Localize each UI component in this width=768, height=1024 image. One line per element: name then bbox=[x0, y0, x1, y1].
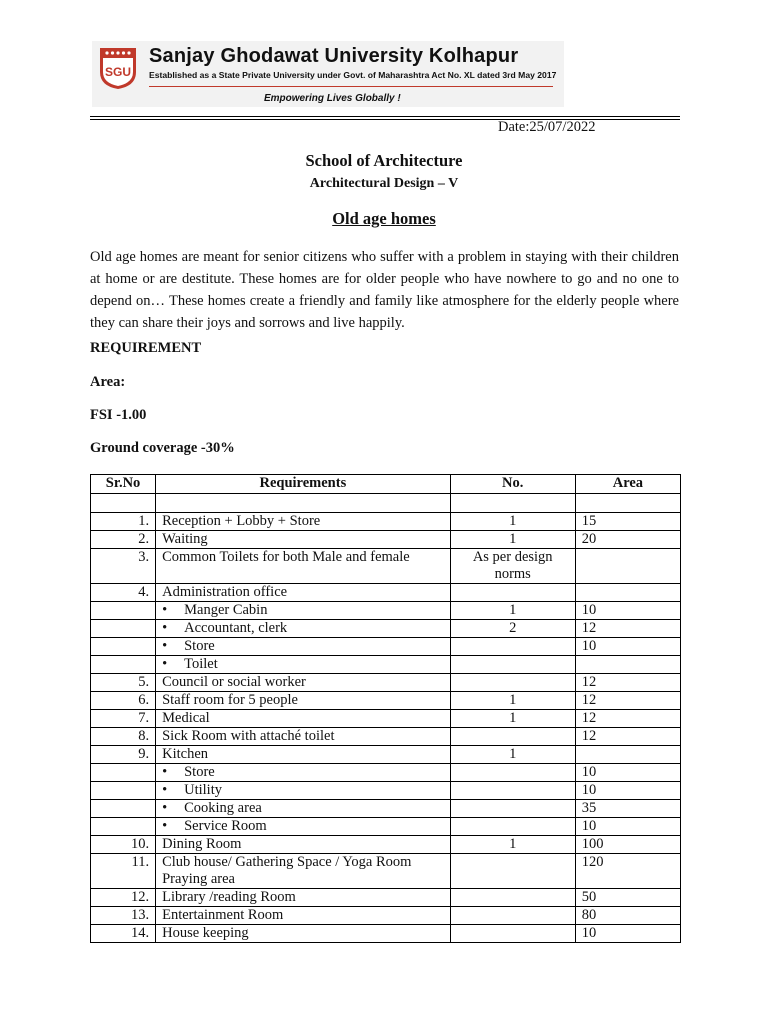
table-row bbox=[91, 782, 681, 800]
cell-requirement: Library /reading Room bbox=[156, 889, 450, 907]
cell-requirement: Sick Room with attaché toilet bbox=[156, 728, 450, 746]
cell-area: 35 bbox=[575, 800, 680, 818]
fsi-label: FSI -1.00 bbox=[90, 407, 147, 423]
cell-requirement bbox=[156, 494, 450, 513]
cell-no bbox=[450, 674, 575, 692]
table-row bbox=[91, 854, 681, 889]
cell-no bbox=[450, 800, 575, 818]
cell-requirement: Medical bbox=[156, 710, 450, 728]
cell-srno bbox=[91, 764, 156, 782]
table-row bbox=[91, 638, 681, 656]
cell-requirement-bullet: • Accountant, clerk bbox=[156, 620, 450, 638]
cell-srno bbox=[91, 800, 156, 818]
cell-no: 1 bbox=[450, 710, 575, 728]
sgu-badge-icon bbox=[98, 46, 138, 90]
cell-srno bbox=[91, 602, 156, 620]
cell-area: 20 bbox=[575, 531, 680, 549]
header-rule-top bbox=[90, 116, 680, 117]
area-label: Area: bbox=[90, 374, 126, 390]
banner-divider bbox=[149, 86, 553, 87]
cell-no: 1 bbox=[450, 746, 575, 764]
cell-srno: 14. bbox=[91, 925, 156, 943]
cell-area: 12 bbox=[575, 710, 680, 728]
header-requirements: Requirements bbox=[156, 475, 450, 494]
table-row bbox=[91, 764, 681, 782]
cell-area: 15 bbox=[575, 513, 680, 531]
cell-area: 120 bbox=[575, 854, 680, 889]
table-row bbox=[91, 656, 681, 674]
table-row bbox=[91, 674, 681, 692]
cell-area: 100 bbox=[575, 836, 680, 854]
cell-no bbox=[450, 494, 575, 513]
university-tagline: Empowering Lives Globally ! bbox=[264, 93, 401, 104]
cell-srno bbox=[91, 782, 156, 800]
cell-area: 12 bbox=[575, 620, 680, 638]
cell-area: 10 bbox=[575, 638, 680, 656]
cell-requirement: Reception + Lobby + Store bbox=[156, 513, 450, 531]
intro-paragraph: Old age homes are meant for senior citizens who suffer with a problem in staying with their children at home or are destitute. These homes are for older people who have nowhere to go and no one to depend on… These homes create a friendly and family like atmosphere for the elderly people where they can share their joys and sorrows and live happily. bbox=[90, 249, 679, 331]
table-row bbox=[91, 584, 681, 602]
cell-srno: 7. bbox=[91, 710, 156, 728]
table-row bbox=[91, 746, 681, 764]
cell-requirement: Entertainment Room bbox=[156, 907, 450, 925]
cell-srno bbox=[91, 656, 156, 674]
cell-requirement: Administration office bbox=[156, 584, 450, 602]
requirements-table bbox=[90, 474, 681, 943]
table-row bbox=[91, 513, 681, 531]
topic-title: Old age homes bbox=[332, 209, 436, 228]
university-name: Sanjay Ghodawat University Kolhapur bbox=[149, 45, 519, 67]
header-area: Area bbox=[575, 475, 680, 494]
table-row bbox=[91, 602, 681, 620]
cell-no bbox=[450, 782, 575, 800]
header-srno: Sr.No bbox=[91, 475, 156, 494]
cell-no: 1 bbox=[450, 513, 575, 531]
cell-area: 12 bbox=[575, 728, 680, 746]
document-date: Date:25/07/2022 bbox=[498, 119, 596, 135]
cell-srno bbox=[91, 818, 156, 836]
cell-no bbox=[450, 764, 575, 782]
cell-area: 80 bbox=[575, 907, 680, 925]
table-row bbox=[91, 549, 681, 584]
cell-no bbox=[450, 854, 575, 889]
university-establishment: Established as a State Private University under Govt. of Maharashtra Act No. XL dated 3rd May 2017 bbox=[149, 70, 557, 80]
cell-no bbox=[450, 907, 575, 925]
cell-area: 10 bbox=[575, 602, 680, 620]
table-row bbox=[91, 836, 681, 854]
ground-coverage-label: Ground coverage -30% bbox=[90, 440, 235, 456]
cell-no bbox=[450, 925, 575, 943]
cell-srno: 6. bbox=[91, 692, 156, 710]
cell-requirement-bullet: • Store bbox=[156, 638, 450, 656]
cell-srno: 5. bbox=[91, 674, 156, 692]
cell-no bbox=[450, 584, 575, 602]
cell-srno bbox=[91, 638, 156, 656]
cell-requirement: Kitchen bbox=[156, 746, 450, 764]
cell-srno: 12. bbox=[91, 889, 156, 907]
cell-requirement: Common Toilets for both Male and female bbox=[156, 549, 450, 584]
cell-srno: 13. bbox=[91, 907, 156, 925]
cell-srno: 10. bbox=[91, 836, 156, 854]
cell-srno: 4. bbox=[91, 584, 156, 602]
cell-srno: 11. bbox=[91, 854, 156, 889]
table-row bbox=[91, 728, 681, 746]
university-logo-banner bbox=[92, 41, 564, 107]
cell-requirement-bullet: • Utility bbox=[156, 782, 450, 800]
cell-no: 1 bbox=[450, 692, 575, 710]
cell-no bbox=[450, 889, 575, 907]
table-row bbox=[91, 800, 681, 818]
cell-srno: 9. bbox=[91, 746, 156, 764]
cell-no bbox=[450, 728, 575, 746]
cell-area bbox=[575, 746, 680, 764]
cell-requirement: House keeping bbox=[156, 925, 450, 943]
cell-requirement: Staff room for 5 people bbox=[156, 692, 450, 710]
table-row bbox=[91, 818, 681, 836]
cell-area bbox=[575, 549, 680, 584]
cell-area: 10 bbox=[575, 818, 680, 836]
table-row bbox=[91, 531, 681, 549]
cell-no bbox=[450, 638, 575, 656]
cell-srno: 1. bbox=[91, 513, 156, 531]
cell-requirement-bullet: • Service Room bbox=[156, 818, 450, 836]
cell-requirement: Waiting bbox=[156, 531, 450, 549]
cell-no: 1 bbox=[450, 531, 575, 549]
cell-area: 12 bbox=[575, 674, 680, 692]
cell-area bbox=[575, 494, 680, 513]
cell-no: 1 bbox=[450, 602, 575, 620]
badge-text: SGU bbox=[104, 65, 132, 79]
cell-requirement: Dining Room bbox=[156, 836, 450, 854]
header-no: No. bbox=[450, 475, 575, 494]
cell-area: 10 bbox=[575, 925, 680, 943]
cell-requirement: Club house/ Gathering Space / Yoga Room Praying area bbox=[156, 854, 450, 889]
cell-area bbox=[575, 656, 680, 674]
table-header-row bbox=[91, 475, 681, 494]
table-row bbox=[91, 889, 681, 907]
cell-srno: 3. bbox=[91, 549, 156, 584]
cell-requirement-bullet: • Manger Cabin bbox=[156, 602, 450, 620]
cell-area: 10 bbox=[575, 764, 680, 782]
cell-no: As per design norms bbox=[450, 549, 575, 584]
cell-area: 10 bbox=[575, 782, 680, 800]
cell-srno: 2. bbox=[91, 531, 156, 549]
table-row bbox=[91, 925, 681, 943]
cell-requirement-bullet: • Toilet bbox=[156, 656, 450, 674]
cell-no bbox=[450, 656, 575, 674]
cell-area: 50 bbox=[575, 889, 680, 907]
table-row bbox=[91, 494, 681, 513]
cell-requirement-bullet: • Store bbox=[156, 764, 450, 782]
cell-srno bbox=[91, 620, 156, 638]
cell-no bbox=[450, 818, 575, 836]
table-row bbox=[91, 692, 681, 710]
cell-area: 12 bbox=[575, 692, 680, 710]
cell-requirement: Council or social worker bbox=[156, 674, 450, 692]
subject-title: Architectural Design – V bbox=[309, 176, 459, 191]
cell-no: 1 bbox=[450, 836, 575, 854]
requirement-heading: REQUIREMENT bbox=[90, 340, 202, 356]
cell-no: 2 bbox=[450, 620, 575, 638]
table-row bbox=[91, 710, 681, 728]
school-title: School of Architecture bbox=[305, 151, 463, 170]
cell-area bbox=[575, 584, 680, 602]
cell-requirement-bullet: • Cooking area bbox=[156, 800, 450, 818]
table-row bbox=[91, 907, 681, 925]
table-row bbox=[91, 620, 681, 638]
cell-srno: 8. bbox=[91, 728, 156, 746]
cell-srno bbox=[91, 494, 156, 513]
